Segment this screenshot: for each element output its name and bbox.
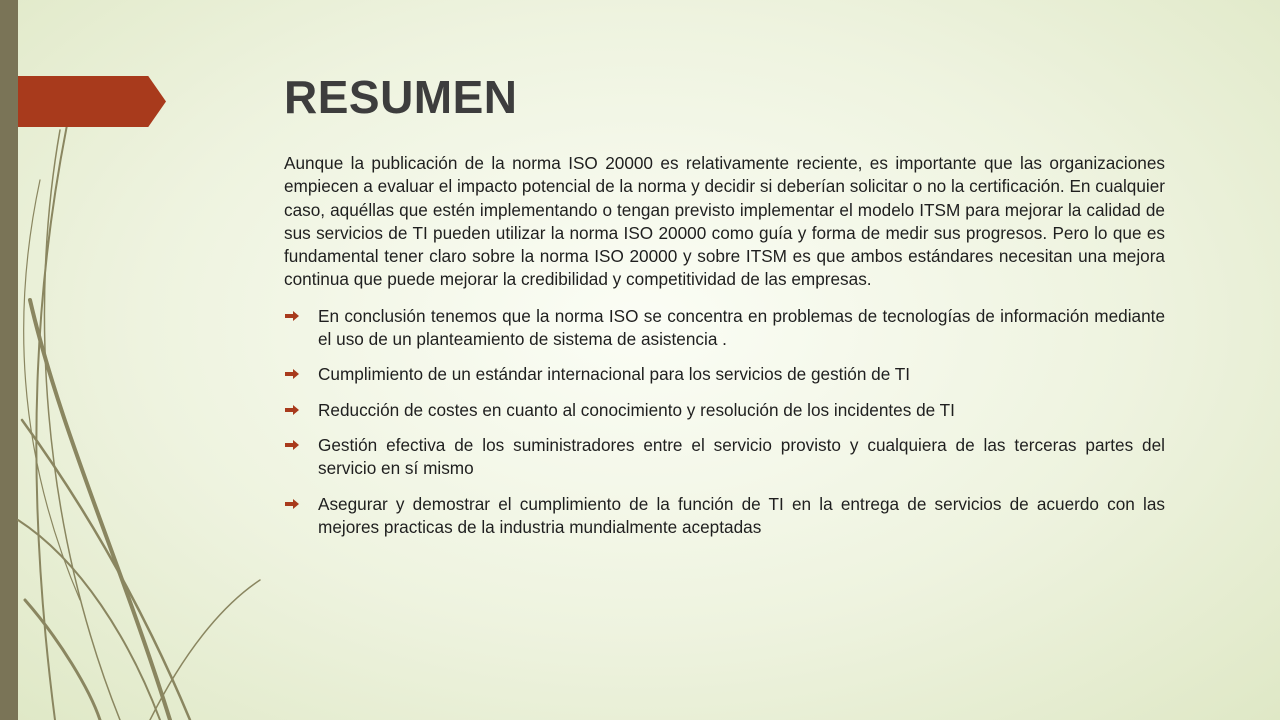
bullet-text: Cumplimiento de un estándar internacional para los servicios de gestión de TI: [318, 364, 911, 385]
list-item: [284, 305, 1165, 352]
list-item: [284, 363, 1165, 386]
list-item: [284, 493, 1165, 540]
arrow-right-icon: [285, 499, 299, 509]
intro-paragraph: Aunque la publicación de la norma ISO 20000 es relativamente reciente, es importante que las organizaciones empiecen a evaluar el impacto potencial de la norma y decidir si deberían solicitar o no la certificación. En cualquier caso, aquéllas que estén implementando o tengan previsto implementar el modelo ITSM para mejorar la calidad de sus servicios de TI pueden utilizar la norma ISO 20000 como guía y forma de medir sus progresos. Pero lo que es fundamental tener claro sobre la norma ISO 20000 y sobre ITSM es que ambos estándares necesitan una mejora continua que puede mejorar la credibilidad y competitividad de las empresas.: [284, 153, 1165, 290]
bullet-text: Asegurar y demostrar el cumplimiento de la función de TI en la entrega de servicios de acuerdo con las mejores practicas de la industria mundialmente aceptadas: [318, 493, 1165, 537]
arrow-right-icon: [285, 440, 299, 450]
bullet-text: En conclusión tenemos que la norma ISO se concentra en problemas de tecnologías de información mediante el uso de un planteamiento de sistema de asistencia .: [318, 305, 1165, 350]
slide-content: [284, 152, 1165, 551]
title-accent-arrow: [18, 76, 166, 127]
arrow-right-icon: [285, 311, 299, 321]
arrow-right-icon: [285, 405, 299, 415]
bullet-text: Reducción de costes en cuanto al conocimiento y resolución de los incidentes de TI: [318, 399, 955, 420]
slide-title: RESUMEN: [284, 71, 518, 123]
bullet-list: [284, 305, 1165, 539]
bullet-text: Gestión efectiva de los suministradores entre el servicio provisto y cualquiera de las terceras partes del servicio en sí mismo: [318, 434, 1165, 479]
list-item: [284, 434, 1165, 481]
arrow-right-icon: [285, 369, 299, 379]
list-item: [284, 399, 1165, 422]
